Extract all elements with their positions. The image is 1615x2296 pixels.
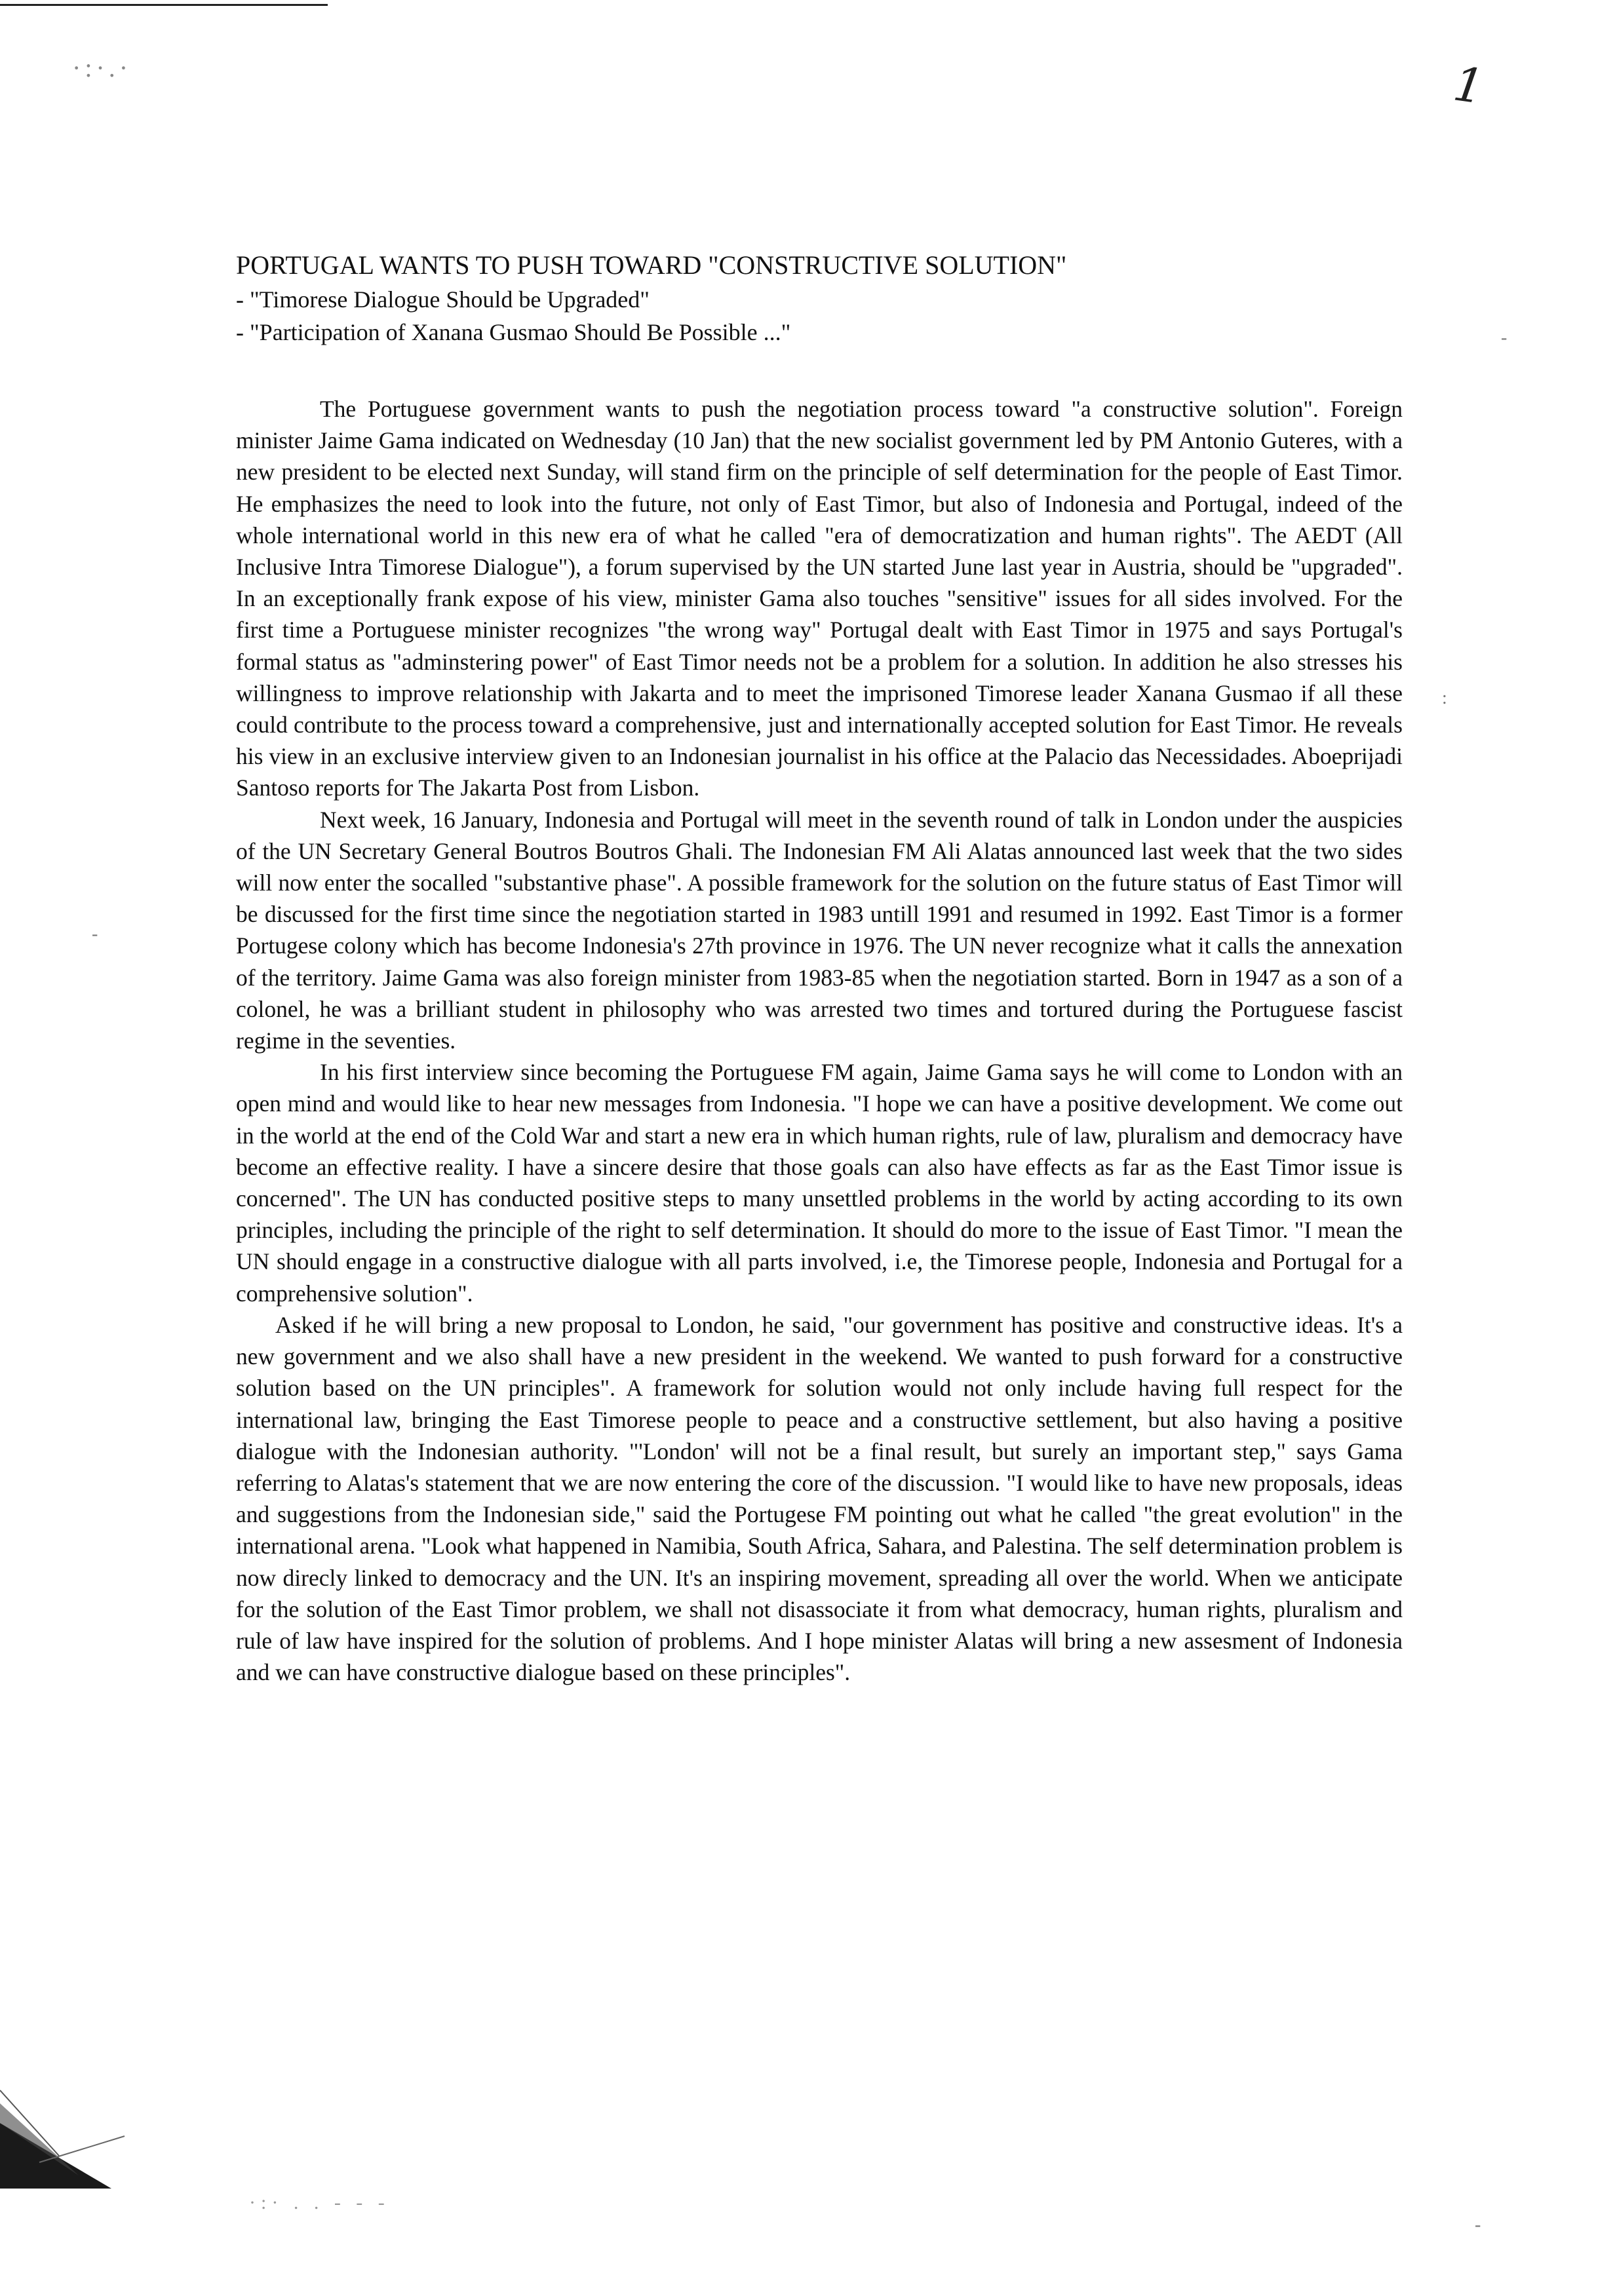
paragraph-2: Next week, 16 January, Indonesia and Portugal will meet in the seventh round of talk in London under the auspicies of the UN Secretary General Boutros Boutros Ghali. The Indonesian FM Ali Alatas announced last week that the two sides will now enter the socalled "substantive phase". A possible framework for the solution on the future status of East Timor will be discussed for the first time since the negotiation started in 1983 untill 1991 and resumed in 1992. East Timor is a former Portugese colony which has become Indonesia's 27th province in 1976. The UN never recognize what it calls the annexation of the territory. Jaime Gama was also foreign minister from 1983-85 when the negotiation started. Born in 1947 as a son of a colonel, he was a brilliant student in philosophy who was arrested two times and tortured during the Portuguese fascist regime in the seventies.	[236, 806, 1403, 1054]
scan-noise-mark: -	[1475, 2215, 1481, 2235]
page-number: 1	[1450, 56, 1488, 115]
subhead-2: - "Participation of Xanana Gusmao Should Be Possible ..."	[236, 319, 791, 345]
scan-corner-shadow	[0, 2077, 144, 2221]
scan-noise-speck: ·:·.·	[72, 53, 132, 83]
scan-noise-speck: ·:· . . - - -	[249, 2192, 390, 2213]
scan-top-edge-line	[0, 4, 328, 6]
paragraph-3: In his first interview since becoming the Portuguese FM again, Jaime Gama says he will come to London with an open mind and would like to hear new messages from Indonesia. "I hope we can have a positive development. We come out in the world at the end of the Cold War and start a new era in which human rights, rule of law, pluralism and democracy have become an effective reality. I have a sincere desire that those goals can also have effects as far as the East Timor issue is concerned". The UN has conducted positive steps to many unsettled problems in the world by acting according to its own principles, including the principle of the right to self determination. It should do more to the issue of East Timor. "I mean the UN should engage in a constructive dialogue with all parts involved, i.e, the Timorese people, Indonesia and Portugal for a comprehensive solution".	[236, 1059, 1403, 1307]
headline: PORTUGAL WANTS TO PUSH TOWARD "CONSTRUCTIVE SOLUTION"	[236, 250, 1067, 280]
paragraph-1: The Portuguese government wants to push the negotiation process toward "a constructive solution". Foreign minister Jaime Gama indicated on Wednesday (10 Jan) that the new socialist government led by PM Antonio Guteres, with a new president to be elected next Sunday, will stand firm on the principle of self determination for the people of East Timor. He emphasizes the need to look into the future, not only of East Timor, but also of Indonesia and Portugal, indeed of the whole international world in this new era of what he called "era of democratization and human rights". The AEDT (All Inclusive Intra Timorese Dialogue"), a forum supervised by the UN started June last year in Austria, should be "upgraded". In an exceptionally frank expose of his view, minister Gama also touches "sensitive" issues for all sides involved. For the first time a Portuguese minister recognizes "the wrong way" Portugal dealt with East Timor in 1975 and says Portugal's formal status as "adminstering power" of East Timor needs not be a problem for a solution. In addition he also stresses his willingness to improve relationship with Jakarta and to meet the imprisoned Timorese leader Xanana Gusmao if all these could contribute to the process toward a comprehensive, just and internationally accepted solution for East Timor. He reveals his view in an exclusive interview given to an Indonesian journalist in his office at the Palacio das Necessidades. Aboeprijadi Santoso reports for The Jakarta Post from Lisbon.	[236, 396, 1403, 801]
scan-noise-mark: -	[92, 924, 98, 944]
article-body	[236, 393, 1403, 1688]
paragraph-4: Asked if he will bring a new proposal to London, he said, "our government has positive and constructive ideas. It's a new government and we also shall have a new president in the weekend. We wanted to push forward for a constructive solution based on the UN principles". A framework for solution would not only include having full respect for the international law, bringing the East Timorese people to peace and a constructive settlement, but also having a positive dialogue with the Indonesian authority. "'London' will not be a final result, but surely an important step," says Gama referring to Alatas's statement that we are now entering the core of the discussion. "I would like to have new proposals, ideas and suggestions from the Indonesian side," said the Portugese FM pointing out what he called "the great evolution" in the international arena. "Look what happened in Namibia, South Africa, Sahara, and Palestina. The self determination problem is now direcly linked to democracy and the UN. It's an inspiring movement, spreading all over the world. When we anticipate for the solution of the East Timor problem, we shall not disassociate it from what democracy, human rights, pluralism and rule of law have inspired for the solution of problems. And I hope minister Alatas will bring a new assesment of Indonesia and we can have constructive dialogue based on these principles".	[236, 1311, 1403, 1686]
scan-noise-mark: :	[1442, 688, 1447, 708]
subhead-1: - "Timorese Dialogue Should be Upgraded"	[236, 286, 650, 313]
scan-noise-mark: -	[1501, 328, 1508, 348]
article	[236, 248, 1403, 1688]
